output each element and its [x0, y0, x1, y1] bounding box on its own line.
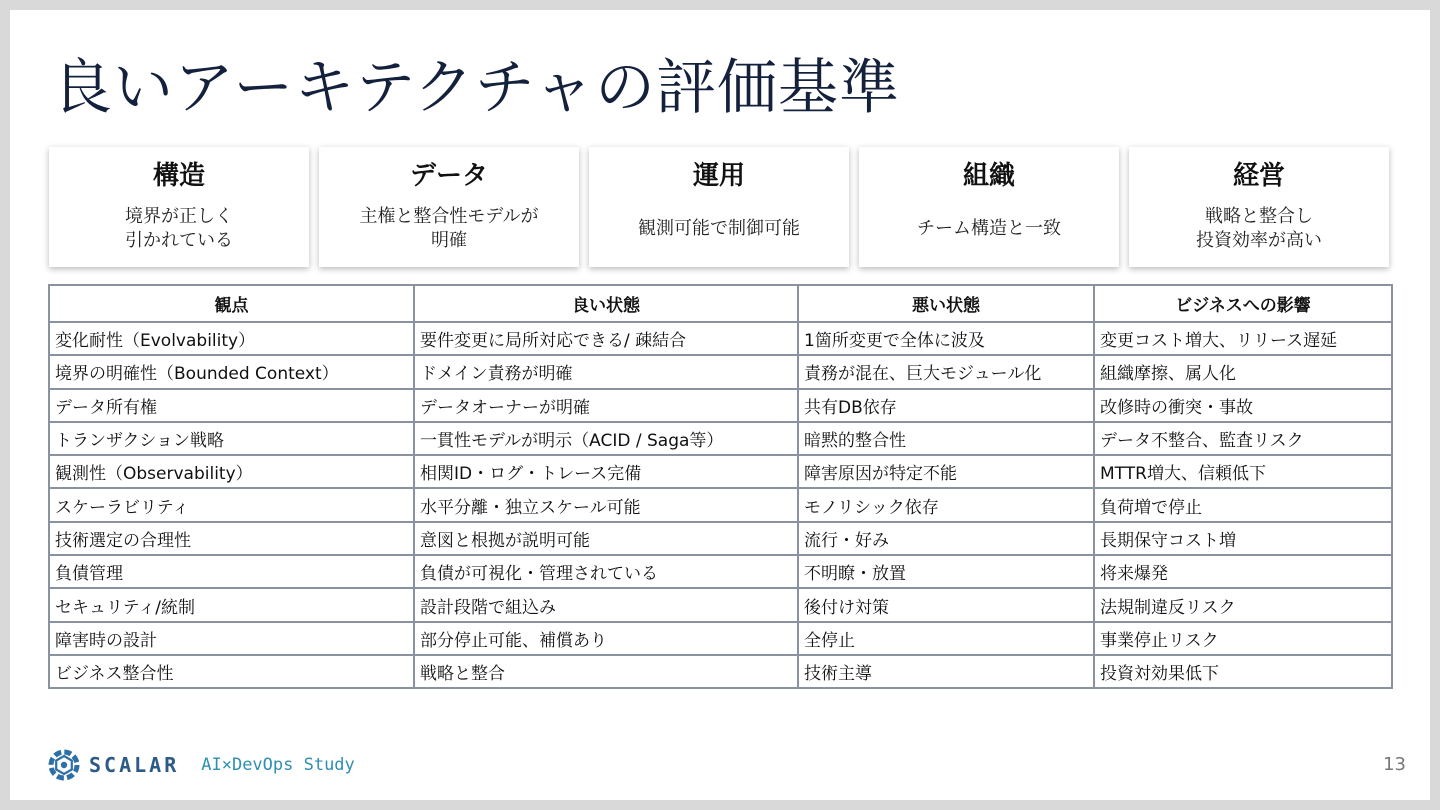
table-cell: 変更コスト増大、リリース遅延	[1094, 322, 1392, 355]
table-cell: 組織摩擦、属人化	[1094, 355, 1392, 388]
table-row	[49, 588, 1392, 621]
table-cell: トランザクション戦略	[49, 422, 414, 455]
table-cell: 部分停止可能、補償あり	[414, 622, 798, 655]
table-row	[49, 455, 1392, 488]
table-cell: 負荷増で停止	[1094, 488, 1392, 521]
card-title: 運用	[692, 161, 745, 191]
table-cell: 相関ID・ログ・トレース完備	[414, 455, 798, 488]
table-cell: 後付け対策	[798, 588, 1094, 621]
criteria-cards	[49, 147, 1391, 267]
table-row	[49, 555, 1392, 588]
scalar-logo-icon	[47, 748, 81, 782]
table-cell: 戦略と整合	[414, 655, 798, 688]
card-structure	[49, 147, 309, 267]
table-row	[49, 355, 1392, 388]
table-cell: 共有DB依存	[798, 389, 1094, 422]
card-management	[1129, 147, 1389, 267]
table-cell: 技術選定の合理性	[49, 522, 414, 555]
table-cell: データ所有権	[49, 389, 414, 422]
table-cell: 全停止	[798, 622, 1094, 655]
page-title: 良いアーキテクチャの評価基準	[52, 53, 900, 123]
table-cell: 水平分離・独立スケール可能	[414, 488, 798, 521]
table-cell: ドメイン責務が明確	[414, 355, 798, 388]
table-cell: 設計段階で組込み	[414, 588, 798, 621]
table-cell: ビジネス整合性	[49, 655, 414, 688]
table-cell: 責務が混在、巨大モジュール化	[798, 355, 1094, 388]
table-cell: 要件変更に局所対応できる/ 疎結合	[414, 322, 798, 355]
column-header-viewpoint: 観点	[49, 285, 414, 322]
brand-name: SCALAR	[89, 753, 180, 777]
table-row	[49, 655, 1392, 688]
table-cell: 長期保守コスト増	[1094, 522, 1392, 555]
slide	[10, 10, 1430, 800]
table-cell: 技術主導	[798, 655, 1094, 688]
footer-logo	[47, 747, 355, 783]
card-title: 構造	[152, 161, 205, 191]
table-cell: 観測性（Observability）	[49, 455, 414, 488]
card-description: 境界が正しく 引かれている	[125, 206, 233, 251]
card-description: 観測可能で制御可能	[638, 218, 800, 239]
table-cell: 障害時の設計	[49, 622, 414, 655]
evaluation-table	[48, 284, 1393, 689]
table-row	[49, 488, 1392, 521]
column-header-business-impact: ビジネスへの影響	[1094, 285, 1392, 322]
table-cell: 暗黙的整合性	[798, 422, 1094, 455]
table-cell: 変化耐性（Evolvability）	[49, 322, 414, 355]
table-cell: 投資対効果低下	[1094, 655, 1392, 688]
table-row	[49, 522, 1392, 555]
column-header-good-state: 良い状態	[414, 285, 798, 322]
table-cell: スケーラビリティ	[49, 488, 414, 521]
card-description: チーム構造と一致	[917, 218, 1061, 239]
table-row	[49, 322, 1392, 355]
table-row	[49, 389, 1392, 422]
card-operations	[589, 147, 849, 267]
table-cell: 流行・好み	[798, 522, 1094, 555]
table-cell: 将来爆発	[1094, 555, 1392, 588]
table-cell: 負債が可視化・管理されている	[414, 555, 798, 588]
table-cell: セキュリティ/統制	[49, 588, 414, 621]
card-title: 組織	[962, 161, 1015, 191]
table-row	[49, 622, 1392, 655]
table-cell: 不明瞭・放置	[798, 555, 1094, 588]
table-cell: 障害原因が特定不能	[798, 455, 1094, 488]
table-header-row	[49, 285, 1392, 322]
table-cell: 負債管理	[49, 555, 414, 588]
table-row	[49, 422, 1392, 455]
card-title: データ	[409, 161, 488, 191]
card-description: 戦略と整合し 投資効率が高い	[1196, 206, 1322, 251]
table-cell: モノリシック依存	[798, 488, 1094, 521]
table-cell: MTTR増大、信頼低下	[1094, 455, 1392, 488]
card-title: 経営	[1232, 161, 1285, 191]
table-cell: データオーナーが明確	[414, 389, 798, 422]
table-cell: データ不整合、監査リスク	[1094, 422, 1392, 455]
table-cell: 事業停止リスク	[1094, 622, 1392, 655]
table-cell: 境界の明確性（Bounded Context）	[49, 355, 414, 388]
table-cell: 一貫性モデルが明示（ACID / Saga等）	[414, 422, 798, 455]
table-cell: 1箇所変更で全体に波及	[798, 322, 1094, 355]
table-cell: 法規制違反リスク	[1094, 588, 1392, 621]
card-data	[319, 147, 579, 267]
table-cell: 意図と根拠が説明可能	[414, 522, 798, 555]
tagline: AI×DevOps Study	[201, 755, 355, 775]
page-number: 13	[1383, 754, 1406, 775]
card-organization	[859, 147, 1119, 267]
table-cell: 改修時の衝突・事故	[1094, 389, 1392, 422]
column-header-bad-state: 悪い状態	[798, 285, 1094, 322]
card-description: 主権と整合性モデルが 明確	[359, 206, 539, 251]
